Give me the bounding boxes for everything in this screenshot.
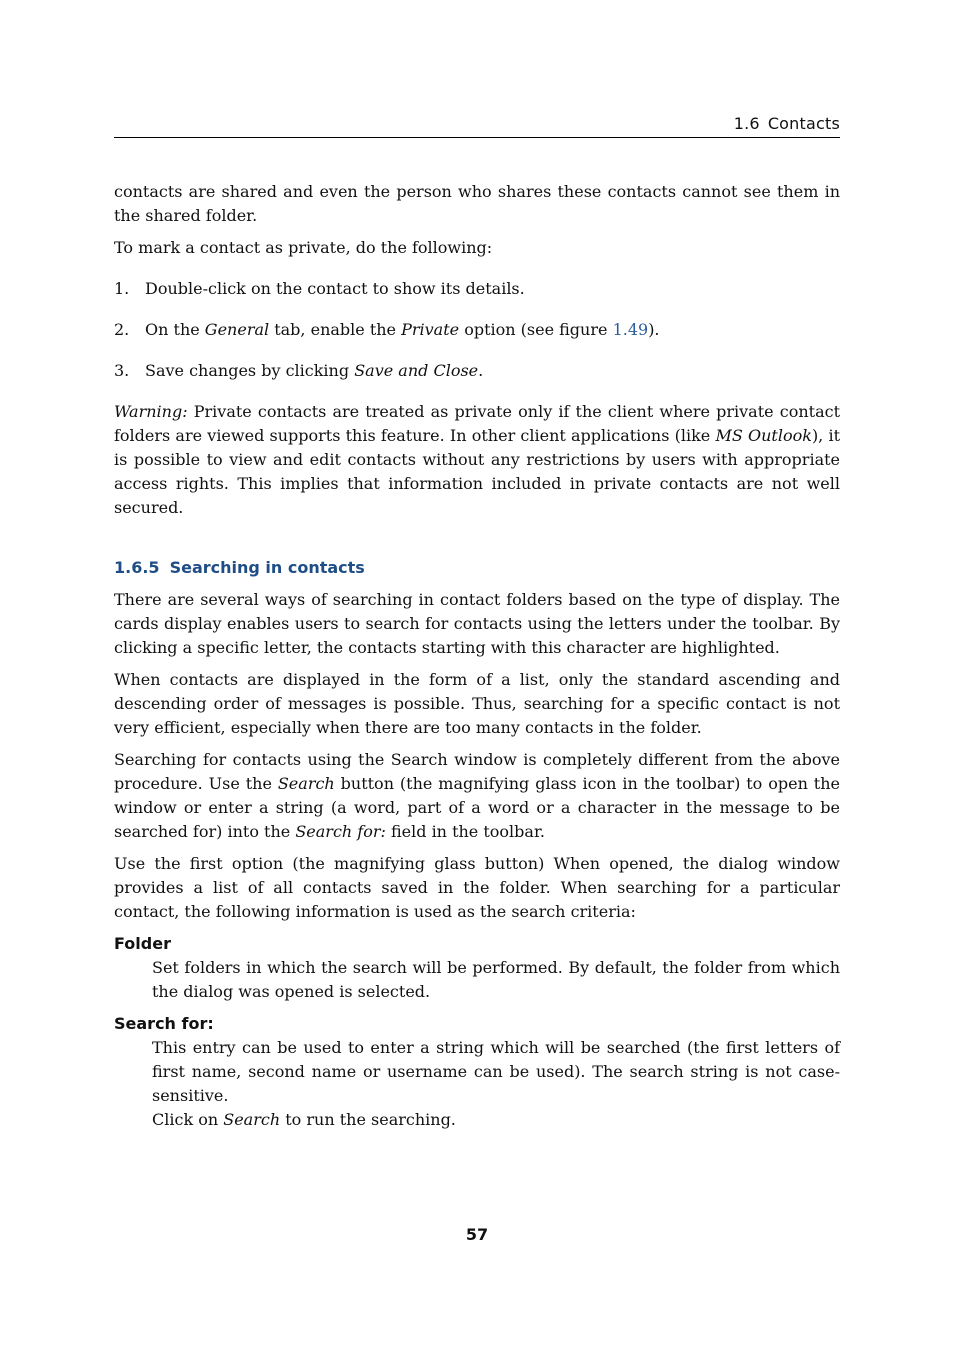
definition-term-search-for: Search for: [114,1014,214,1033]
step-number: 1. [114,279,130,298]
warning-paragraph [114,400,840,520]
paragraph-list-display: When contacts are displayed in the form of a list, only the standard ascending and descending order of messages is possible. Thus, searching for a specific contact is not very efficient, especially when there are too many contacts in the folder. [114,670,840,737]
step-text-part: ). [648,320,660,339]
step-text-part: tab, enable the [269,320,402,339]
step-text [145,318,660,342]
step-number: 3. [114,361,130,380]
running-header [114,114,840,133]
step-text-part: On the [145,320,205,339]
section-title: Searching in contacts [169,558,365,577]
page-number: 57 [465,1225,489,1244]
paragraph-first-option: Use the first option (the magnifying glass button) When opened, the dialog window provides a list of all contacts saved in the folder. When searching for a particular contact, the following information is used as the search criteria: [114,854,840,921]
definition-text-part: Click on [152,1110,224,1129]
definition-text-folder: Set folders in which the search will be performed. By default, the folder from which the dialog was opened is selected. [152,958,840,1001]
emphasis-search-for: Search for: [295,822,386,841]
list-item [114,318,840,342]
step-text: Double-click on the contact to show its details. [145,279,525,298]
list-item [114,359,840,383]
step-emphasis-save: Save and Close [354,361,479,380]
warning-text: Private contacts are treated as private only if the client where private contact folders are viewed supports this feature. In other client applications (like [114,402,840,445]
definition-text-part: to run the searching. [280,1110,456,1129]
emphasis-search: Search [223,1110,281,1129]
paragraph-text: button (the magnifying glass icon in the toolbar) to open the window or enter a string (a word, part of a word or a character in the message to be searched for) into the [114,774,841,841]
paragraph-text: field in the toolbar. [385,822,545,841]
header-section-title: Contacts [767,114,840,133]
page-body [114,180,840,1132]
definition-text-search-for [152,1036,840,1132]
warning-emphasis: MS Outlook [715,426,812,445]
definition-term-folder: Folder [114,934,171,953]
section-number: 1.6.5 [114,558,160,577]
step-text-part: Save changes by clicking [145,361,355,380]
definition-text-line: This entry can be used to enter a string which will be searched (the first letters of first name, second name or username can be used). The search string is not case-sensitive. [152,1038,840,1105]
header-section-number: 1.6 [733,114,760,133]
warning-label: Warning: [114,402,188,421]
figure-reference-link[interactable]: 1.49 [612,320,649,339]
list-item [114,277,840,301]
warning-text: ), it is possible to view and edit contacts without any restrictions by users with appropriate access rights. This implies that information included in private contacts are not well secured. [114,426,841,517]
header-rule [114,137,840,138]
steps-list [114,277,840,383]
step-text-part: . [478,361,484,380]
paragraph-private-intro: To mark a contact as private, do the following: [114,238,493,257]
paragraph-search-ways: There are several ways of searching in contact folders based on the type of display. The cards display enables users to search for contacts using the letters under the toolbar. By clicking a specific letter, the contacts starting with this character are highlighted. [114,590,840,657]
section-heading [114,556,840,580]
step-text-part: option (see figure [459,320,613,339]
definition-text-line [152,1108,840,1132]
emphasis-search: Search [277,774,335,793]
step-text [145,359,483,383]
step-emphasis-private: Private [401,320,460,339]
paragraph-text: Searching for contacts using the Search window is completely different from the above procedure. Use the [114,750,840,793]
paragraph-search-window [114,748,840,844]
step-number: 2. [114,320,130,339]
step-emphasis-general: General [204,320,270,339]
paragraph-continued: contacts are shared and even the person who shares these contacts cannot see them in the shared folder. [114,182,840,225]
